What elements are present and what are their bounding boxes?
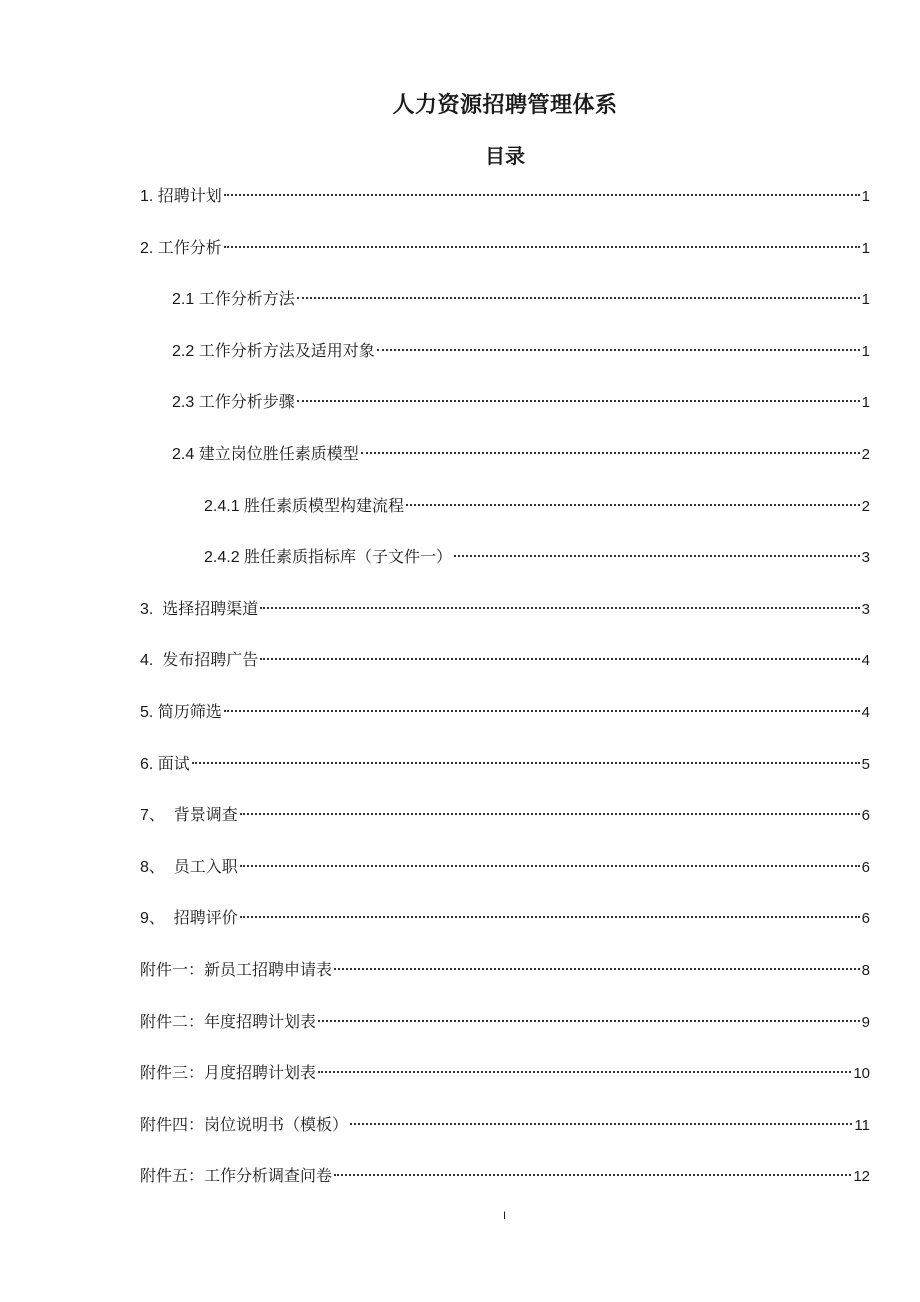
toc-entry[interactable]: [204, 494, 870, 518]
toc-entry-label: 附件三：月度招聘计划表: [140, 1063, 317, 1082]
toc-entry-number: 8、: [140, 859, 174, 876]
toc-entry[interactable]: [140, 597, 870, 621]
toc-entry-page: 9: [861, 1014, 870, 1031]
toc-entry-page: 2: [861, 446, 870, 463]
toc-entry[interactable]: [140, 236, 870, 260]
toc-entry-page: 1: [861, 343, 870, 360]
toc-entry-label: 胜任素质模型构建流程: [244, 496, 405, 515]
toc-entry-number: 6.: [140, 756, 158, 773]
toc-entry-label: 胜任素质指标库（子文件一）: [244, 547, 453, 566]
toc-entry[interactable]: [140, 700, 870, 724]
toc-dot-leader: [260, 658, 859, 660]
toc-entry-label: 附件五：工作分析调查问卷: [140, 1166, 333, 1185]
toc-dot-leader: [260, 607, 859, 609]
toc-entry-page: 1: [861, 240, 870, 257]
toc-heading: 目录: [485, 144, 525, 168]
toc-entry-label: 背景调查: [173, 805, 238, 824]
toc-entry-label: 面试: [157, 754, 190, 773]
toc-entry-label: 建立岗位胜任素质模型: [198, 444, 359, 463]
toc-entry-label: 招聘计划: [157, 186, 222, 205]
toc-entry[interactable]: [140, 803, 870, 827]
toc-entry-page: 2: [861, 498, 870, 515]
toc-entry-label: 简历筛选: [157, 702, 222, 721]
toc-entry-page: 10: [853, 1065, 870, 1082]
toc-entry-number: 7、: [140, 807, 174, 824]
toc-entry-number: 4.: [140, 652, 163, 669]
toc-entry-number: 1.: [140, 188, 158, 205]
toc-entry[interactable]: [172, 339, 870, 363]
toc-entry-label: 附件一：新员工招聘申请表: [140, 960, 333, 979]
toc-entry-page: 8: [861, 962, 870, 979]
toc-dot-leader: [240, 916, 860, 918]
toc-entry-number: 9、: [140, 910, 174, 927]
toc-dot-leader: [224, 246, 860, 248]
toc-entry[interactable]: [140, 1061, 870, 1085]
toc-entry[interactable]: [172, 442, 870, 466]
toc-entry[interactable]: [140, 648, 870, 672]
toc-entry-number: 2.: [140, 240, 158, 257]
toc-entry[interactable]: [140, 184, 870, 208]
toc-entry-number: 2.4: [172, 446, 199, 463]
toc-dot-leader: [192, 762, 860, 764]
toc-entry-page: 6: [861, 910, 870, 927]
toc-entry-label: 工作分析方法: [198, 289, 295, 308]
toc-entry-number: 2.2: [172, 343, 199, 360]
toc-entry-page: 4: [861, 652, 870, 669]
toc-entry-label: 选择招聘渠道: [162, 599, 259, 618]
toc-entry-label: 工作分析: [157, 238, 222, 257]
toc-entry-page: 6: [861, 807, 870, 824]
toc-entry-number: 2.1: [172, 291, 199, 308]
toc-entry-label: 工作分析方法及适用对象: [198, 341, 375, 360]
toc-dot-leader: [224, 710, 860, 712]
toc-entry-number: 5.: [140, 704, 158, 721]
toc-entry-page: 1: [861, 394, 870, 411]
toc-entry[interactable]: [140, 958, 870, 982]
toc-dot-leader: [406, 504, 860, 506]
toc-entry[interactable]: [172, 287, 870, 311]
toc-entry-page: 3: [861, 601, 870, 618]
toc-dot-leader: [240, 865, 860, 867]
toc-dot-leader: [361, 452, 860, 454]
toc-entry[interactable]: [140, 906, 870, 930]
toc-entry-label: 附件二：年度招聘计划表: [140, 1012, 317, 1031]
toc-entry-page: 12: [853, 1168, 870, 1185]
toc-entry[interactable]: [140, 1113, 870, 1137]
toc-entry-number: 2.3: [172, 394, 199, 411]
toc-entry-label: 工作分析步骤: [198, 392, 295, 411]
toc-entry-page: 11: [854, 1117, 870, 1134]
toc-entry-label: 员工入职: [173, 857, 238, 876]
toc-dot-leader: [224, 194, 860, 196]
toc-entry-label: 附件四：岗位说明书（模板）: [140, 1115, 349, 1134]
toc-entry-page: 6: [861, 859, 870, 876]
toc-entry-number: 3.: [140, 601, 163, 618]
toc-dot-leader: [318, 1071, 851, 1073]
toc-entry-page: 1: [861, 188, 870, 205]
toc-entry[interactable]: [140, 1164, 870, 1188]
toc-entry[interactable]: [140, 855, 870, 879]
toc-entry-number: 2.4.1: [204, 498, 245, 515]
toc-entry-page: 4: [861, 704, 870, 721]
toc-entry-page: 5: [861, 756, 870, 773]
toc-entry[interactable]: [204, 545, 870, 569]
toc-dot-leader: [240, 813, 860, 815]
toc-dot-leader: [377, 349, 860, 351]
toc-dot-leader: [297, 400, 860, 402]
toc-entry[interactable]: [140, 1010, 870, 1034]
document-title: 人力资源招聘管理体系: [392, 92, 618, 118]
toc-entry-page: 1: [861, 291, 870, 308]
toc-entry-label: 招聘评价: [173, 908, 238, 927]
toc-dot-leader: [334, 968, 860, 970]
toc-entry-label: 发布招聘广告: [162, 650, 259, 669]
page-number: I: [503, 1210, 507, 1222]
toc-dot-leader: [318, 1020, 860, 1022]
toc-entry[interactable]: [140, 752, 870, 776]
toc-entry[interactable]: [172, 390, 870, 414]
toc-dot-leader: [334, 1174, 851, 1176]
toc-dot-leader: [297, 297, 860, 299]
toc-entry-number: 2.4.2: [204, 549, 245, 566]
toc-entry-page: 3: [861, 549, 870, 566]
toc-dot-leader: [350, 1123, 852, 1125]
toc-dot-leader: [454, 555, 860, 557]
